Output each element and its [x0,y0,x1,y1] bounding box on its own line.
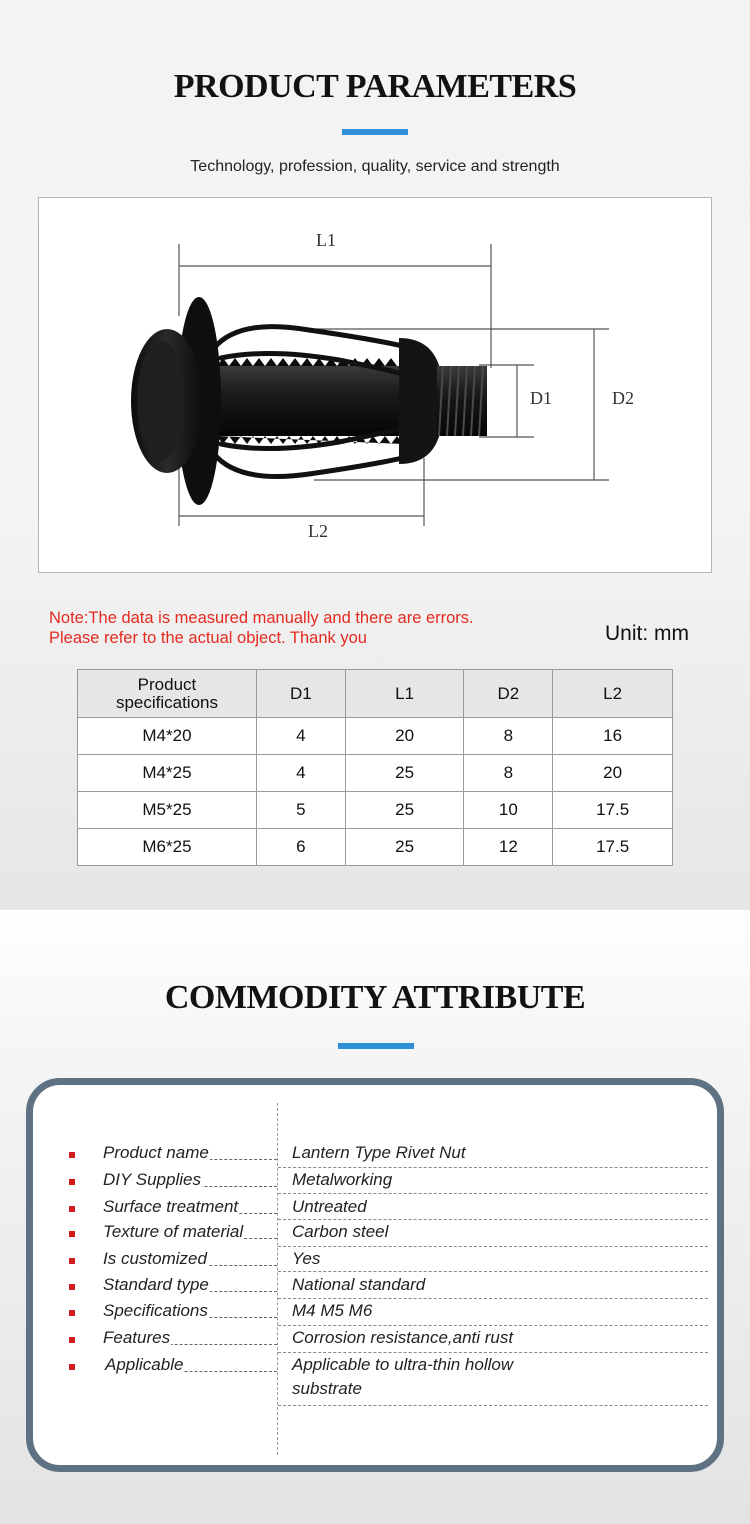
title-accent-bar [338,1043,414,1049]
attribute-value: Metalworking [292,1170,393,1189]
cell-d2: 10 [464,792,553,829]
cell-d1: 4 [256,755,345,792]
cell-l1: 25 [345,792,464,829]
attribute-value: National standard [292,1275,426,1294]
bullet-icon [69,1364,75,1370]
attribute-name: Applicable [105,1355,184,1374]
attribute-name: Is customized [103,1249,207,1268]
attribute-card [26,1078,724,1472]
value-underline [278,1405,708,1406]
cell-l2: 16 [553,718,673,755]
cell-l2: 17.5 [553,792,673,829]
dimension-label-l2: L2 [308,521,328,541]
cell-l1: 20 [345,718,464,755]
cell-spec: M5*25 [78,792,257,829]
bullet-icon [69,1337,75,1343]
dimension-label-d2: D2 [612,388,634,408]
column-divider [277,1103,278,1455]
cell-spec: M6*25 [78,829,257,866]
table-row [78,792,673,829]
attribute-value: Corrosion resistance,anti rust [292,1328,514,1347]
note-line-2: Please refer to the actual object. Thank you [49,629,367,647]
attribute-name: Product name [103,1143,209,1162]
bullet-icon [69,1310,75,1316]
measurement-note [49,608,474,648]
dimension-label-d1: D1 [530,388,552,408]
cell-d1: 4 [256,718,345,755]
bullet-icon [69,1258,75,1264]
attribute-name: Specifications [103,1301,208,1320]
commodity-attribute-title: COMMODITY ATTRIBUTE [164,979,586,1016]
table-row [78,718,673,755]
dimension-label-l1: L1 [316,230,336,250]
cell-l2: 20 [553,755,673,792]
cell-d1: 6 [256,829,345,866]
attribute-value: Carbon steel [292,1222,389,1241]
table-row [78,829,673,866]
header-product-specifications: Product specifications [78,670,257,718]
attribute-name: Standard type [103,1275,209,1294]
header-d1: D1 [256,670,345,718]
table-row [78,755,673,792]
product-dimension-figure [38,197,712,573]
title-accent-bar [342,129,408,135]
bullet-icon [69,1206,75,1212]
cell-l1: 25 [345,829,464,866]
attribute-value: M4 M5 M6 [292,1301,373,1320]
rivet-nut-drawing [39,198,713,574]
attribute-value: Applicable to ultra-thin hollow substrate [292,1355,514,1398]
attribute-value: Untreated [292,1197,367,1216]
attribute-value: Yes [292,1249,321,1268]
header-l1: L1 [345,670,464,718]
attribute-value: Lantern Type Rivet Nut [292,1143,466,1162]
bullet-icon [69,1152,75,1158]
cell-l1: 25 [345,755,464,792]
attribute-name: DIY Supplies [103,1170,201,1189]
product-parameters-subtitle: Technology, profession, quality, service and strength [190,158,560,175]
cell-d2: 8 [464,718,553,755]
header-d2: D2 [464,670,553,718]
cell-d2: 8 [464,755,553,792]
attribute-name: Texture of material [103,1222,244,1241]
value-underline [278,1271,708,1272]
cell-l2: 17.5 [553,829,673,866]
cell-d2: 12 [464,829,553,866]
bullet-icon [69,1231,75,1237]
note-line-1: Note:The data is measured manually and there are errors. [49,609,474,627]
bullet-icon [69,1284,75,1290]
spec-table [77,669,673,866]
cell-spec: M4*25 [78,755,257,792]
spec-table-header-row [78,670,673,718]
unit-label: Unit: mm [605,622,689,645]
attribute-name: Features [103,1328,171,1347]
bullet-icon [69,1179,75,1185]
cell-d1: 5 [256,792,345,829]
value-underline [278,1193,708,1194]
header-l2: L2 [553,670,673,718]
attribute-name: Surface treatment [103,1197,239,1216]
product-parameters-title: PRODUCT PARAMETERS [173,68,577,105]
cell-spec: M4*20 [78,718,257,755]
